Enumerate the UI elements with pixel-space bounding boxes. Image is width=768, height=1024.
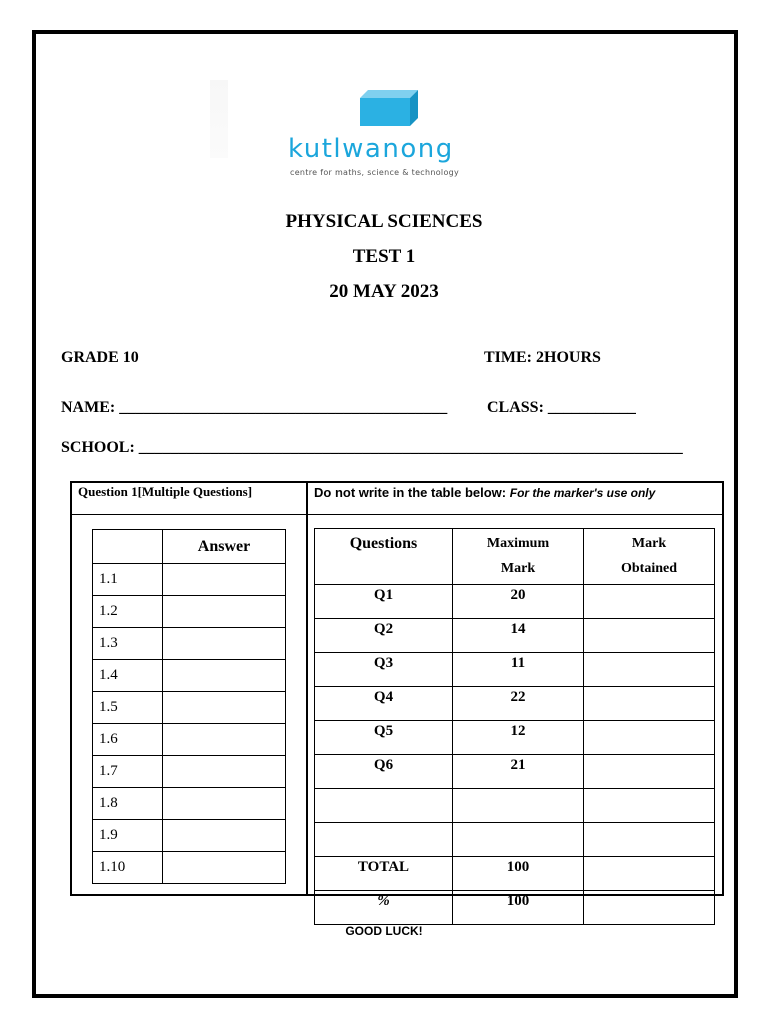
- grade-label: GRADE 10: [61, 349, 139, 366]
- date-title: 20 MAY 2023: [329, 281, 439, 302]
- marks-question: %: [315, 891, 453, 925]
- marks-maximum: 12: [453, 721, 584, 755]
- subject-title: PHYSICAL SCIENCES: [285, 211, 483, 232]
- marks-maximum: 11: [453, 653, 584, 687]
- answer-table-header: [93, 530, 286, 564]
- answer-row-number: 1.2: [93, 596, 163, 628]
- answer-row-number: 1.10: [93, 852, 163, 884]
- answer-row: [93, 596, 286, 628]
- answer-row: [93, 788, 286, 820]
- marks-row: [315, 687, 715, 721]
- answer-row: [93, 564, 286, 596]
- marker-heading-text: Do not write in the table below:: [314, 485, 510, 500]
- answer-row: [93, 660, 286, 692]
- cube-logo-icon: [360, 90, 418, 126]
- marks-row: [315, 755, 715, 789]
- answer-cell[interactable]: [163, 788, 286, 820]
- marks-row: [315, 857, 715, 891]
- answer-row-number: 1.1: [93, 564, 163, 596]
- marks-question: Q3: [315, 653, 453, 687]
- marks-maximum: 100: [453, 857, 584, 891]
- answer-row-number: 1.6: [93, 724, 163, 756]
- marks-obtained-cell[interactable]: [584, 585, 715, 619]
- marker-heading-italic: For the marker's use only: [509, 486, 656, 500]
- col-obtained: [584, 529, 715, 585]
- marks-row: [315, 823, 715, 857]
- name-field[interactable]: NAME: _________________________________________: [61, 399, 448, 416]
- marks-maximum: 20: [453, 585, 584, 619]
- class-field[interactable]: CLASS: ___________: [487, 399, 636, 416]
- marks-question: Q4: [315, 687, 453, 721]
- marks-row: [315, 653, 715, 687]
- answer-header: Answer: [163, 530, 286, 564]
- answer-row: [93, 628, 286, 660]
- marks-obtained-cell[interactable]: [584, 755, 715, 789]
- marks-obtained-cell[interactable]: [584, 721, 715, 755]
- answer-cell[interactable]: [163, 628, 286, 660]
- answer-row-number: 1.4: [93, 660, 163, 692]
- col-maximum-line1: Maximum: [486, 536, 550, 551]
- col-obtained-line1: Mark: [631, 536, 667, 551]
- faint-mark: [210, 80, 228, 158]
- answer-table: [92, 529, 286, 884]
- marker-heading: [314, 485, 655, 500]
- marks-obtained-cell[interactable]: [584, 619, 715, 653]
- answer-row-number: 1.5: [93, 692, 163, 724]
- answer-cell[interactable]: [163, 756, 286, 788]
- answer-row: [93, 756, 286, 788]
- marks-row: [315, 619, 715, 653]
- col-maximum-line2: Mark: [500, 561, 536, 576]
- marks-obtained-cell[interactable]: [584, 857, 715, 891]
- answer-row: [93, 692, 286, 724]
- test-title: TEST 1: [352, 246, 416, 267]
- answer-cell[interactable]: [163, 564, 286, 596]
- box-divider: [306, 481, 308, 896]
- time-label: TIME: 2HOURS: [484, 349, 601, 366]
- school-field[interactable]: SCHOOL: ____________________________________________________________________: [61, 439, 683, 456]
- marks-question: Q6: [315, 755, 453, 789]
- good-luck: GOOD LUCK!: [345, 924, 423, 938]
- marks-maximum: [453, 823, 584, 857]
- marks-maximum: 22: [453, 687, 584, 721]
- marks-table-header: [315, 529, 715, 585]
- logo-tagline: centre for maths, science & technology: [290, 168, 460, 177]
- marks-row: [315, 789, 715, 823]
- marks-question: Q1: [315, 585, 453, 619]
- answer-row-number: 1.3: [93, 628, 163, 660]
- logo-wordmark: kutlwanong: [288, 134, 454, 164]
- answer-row-number: 1.9: [93, 820, 163, 852]
- marks-question: TOTAL: [315, 857, 453, 891]
- marks-table: [314, 528, 715, 925]
- question1-heading: Question 1[Multiple Questions]: [78, 484, 253, 499]
- box-header-line: [70, 514, 724, 515]
- answer-cell[interactable]: [163, 660, 286, 692]
- marks-obtained-cell[interactable]: [584, 823, 715, 857]
- marks-maximum: [453, 789, 584, 823]
- marks-obtained-cell[interactable]: [584, 891, 715, 925]
- marks-question: [315, 789, 453, 823]
- marks-row: [315, 721, 715, 755]
- answer-cell[interactable]: [163, 692, 286, 724]
- marks-maximum: 21: [453, 755, 584, 789]
- answer-cell[interactable]: [163, 724, 286, 756]
- answer-cell[interactable]: [163, 852, 286, 884]
- answer-row: [93, 852, 286, 884]
- marks-row: [315, 891, 715, 925]
- col-maximum: [453, 529, 584, 585]
- answer-blank-header: [93, 530, 163, 564]
- marks-maximum: 14: [453, 619, 584, 653]
- marks-question: Q2: [315, 619, 453, 653]
- col-obtained-line2: Obtained: [620, 561, 677, 576]
- marks-question: Q5: [315, 721, 453, 755]
- marks-obtained-cell[interactable]: [584, 687, 715, 721]
- answer-row-number: 1.8: [93, 788, 163, 820]
- marks-obtained-cell[interactable]: [584, 653, 715, 687]
- marks-question: [315, 823, 453, 857]
- marks-maximum: 100: [453, 891, 584, 925]
- answer-cell[interactable]: [163, 820, 286, 852]
- answer-row: [93, 820, 286, 852]
- answer-row: [93, 724, 286, 756]
- answer-cell[interactable]: [163, 596, 286, 628]
- col-questions: Questions: [315, 529, 453, 585]
- marks-row: [315, 585, 715, 619]
- answer-row-number: 1.7: [93, 756, 163, 788]
- marks-obtained-cell[interactable]: [584, 789, 715, 823]
